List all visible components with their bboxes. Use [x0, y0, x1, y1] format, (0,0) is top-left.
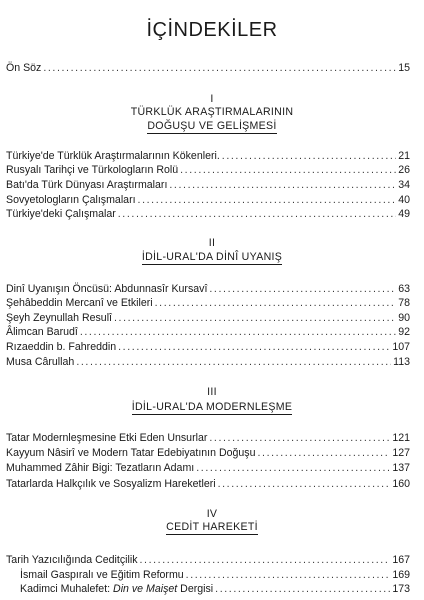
section-number: II	[208, 237, 216, 249]
section-title: TÜRKLÜK ARAŞTIRMALARININ	[130, 106, 294, 118]
toc-entry[interactable]	[6, 282, 410, 296]
toc-entry-label: Türkiye'deki Çalışmalar	[6, 208, 116, 220]
toc-entry[interactable]	[6, 355, 410, 369]
toc-entry-label: Âlimcan Barudî	[6, 326, 78, 338]
toc-entry-page: 90	[398, 312, 410, 324]
dot-leader	[80, 325, 396, 339]
dot-leader	[257, 446, 390, 460]
toc-entry-page: 49	[398, 208, 410, 220]
toc-entry-page: 21	[398, 150, 410, 162]
dot-leader	[43, 61, 396, 75]
dot-leader	[138, 193, 397, 207]
dot-leader	[209, 282, 396, 296]
dot-leader	[118, 207, 396, 221]
toc-entry[interactable]	[6, 207, 410, 221]
toc-entry-page: 137	[392, 462, 410, 474]
dot-leader	[196, 461, 390, 475]
toc-entry-label: Musa Cârullah	[6, 356, 75, 368]
toc-entry-label: Tatarlarda Halkçılık ve Sosyalizm Hareketleri	[6, 478, 216, 490]
toc-subentry[interactable]	[20, 568, 410, 582]
toc-subentry[interactable]	[20, 582, 410, 596]
section-title: CEDİT HAREKETİ	[166, 521, 258, 533]
toc-entry[interactable]	[6, 461, 410, 475]
toc-entry-page: 34	[398, 179, 410, 191]
toc-entry[interactable]	[6, 431, 410, 445]
toc-entry-label: Batı'da Türk Dünyası Araştırmaları	[6, 179, 168, 191]
toc-entry-label: Türkiye'de Türklük Araştırmalarının Kökenleri.	[6, 150, 220, 162]
toc-entry-page: 78	[398, 297, 410, 309]
section-title-line2: DOĞUŞU VE GELİŞMESİ	[147, 120, 277, 132]
toc-entry[interactable]	[6, 553, 410, 567]
toc-entry[interactable]	[6, 149, 410, 163]
dot-leader	[222, 149, 396, 163]
dot-leader	[215, 582, 390, 596]
toc-entry[interactable]	[6, 178, 410, 192]
toc-entry[interactable]	[6, 163, 410, 177]
dot-leader	[155, 296, 397, 310]
journal-title: Din ve Maişet	[113, 583, 178, 595]
toc-entry[interactable]	[6, 325, 410, 339]
dot-leader	[140, 553, 391, 567]
toc-entry[interactable]	[6, 296, 410, 310]
toc-entry-page: 121	[392, 432, 410, 444]
dot-leader	[118, 340, 390, 354]
toc-entry-page: 160	[392, 478, 410, 490]
toc-entry-label: Muhammed Zâhir Bigi: Tezatların Adamı	[6, 462, 195, 474]
toc-entry-label: Rızaeddin b. Fahreddin	[6, 341, 117, 353]
dot-leader	[76, 355, 391, 369]
section-number: IV	[206, 508, 218, 520]
toc-entry[interactable]	[6, 477, 410, 491]
dot-leader	[186, 568, 391, 582]
toc-entry-label: Şehâbeddin Mercanî ve Etkileri	[6, 297, 153, 309]
toc-entry[interactable]	[6, 340, 410, 354]
toc-entry-label: İsmail Gaspıralı ve Eğitim Reformu	[20, 569, 184, 581]
toc-entry[interactable]	[6, 193, 410, 207]
toc-entry-label: Kadimci Muhalefet: Din ve Maişet Dergisi	[20, 583, 214, 595]
toc-entry-page: 63	[398, 283, 410, 295]
toc-entry-label: Sovyetologların Çalışmaları	[6, 194, 136, 206]
section-title: İDİL-URAL'DA DİNÎ UYANIŞ	[141, 251, 283, 263]
toc-entry-page: 167	[392, 554, 410, 566]
toc-entry-label: Dinî Uyanışın Öncüsü: Abdunnasîr Kursavî	[6, 283, 208, 295]
dot-leader	[169, 178, 396, 192]
toc-entry-label: Ön Söz	[6, 62, 42, 74]
toc-entry-preface[interactable]	[6, 61, 410, 75]
dot-leader	[114, 311, 396, 325]
toc-entry-label: Şeyh Zeynullah Resulî	[6, 312, 112, 324]
toc-entry-label: Kayyum Nâsirî ve Modern Tatar Edebiyatının Doğuşu	[6, 447, 256, 459]
toc-entry-page: 173	[392, 583, 410, 595]
dot-leader	[180, 163, 396, 177]
toc-entry-label: Tarih Yazıcılığında Ceditçilik	[6, 554, 138, 566]
section-number: III	[207, 386, 217, 398]
toc-entry-page: 113	[393, 356, 410, 368]
section-number: I	[210, 93, 214, 105]
toc-entry-page: 107	[392, 341, 410, 353]
dot-leader	[218, 477, 391, 491]
toc-entry[interactable]	[6, 311, 410, 325]
toc-entry-page: 40	[398, 194, 410, 206]
toc-entry-page: 15	[398, 62, 410, 74]
toc-entry-page: 26	[398, 164, 410, 176]
toc-entry[interactable]	[6, 446, 410, 460]
toc-entry-page: 92	[398, 326, 410, 338]
toc-entry-label: Rusyalı Tarihçi ve Türkologların Rolü	[6, 164, 179, 176]
toc-entry-page: 127	[392, 447, 410, 459]
section-title: İDİL-URAL'DA MODERNLEŞME	[131, 401, 293, 413]
toc-entry-page: 169	[392, 569, 410, 581]
dot-leader	[209, 431, 390, 445]
page-title: İÇİNDEKİLER	[146, 19, 278, 42]
toc-entry-label: Tatar Modernleşmesine Etki Eden Unsurlar	[6, 432, 208, 444]
